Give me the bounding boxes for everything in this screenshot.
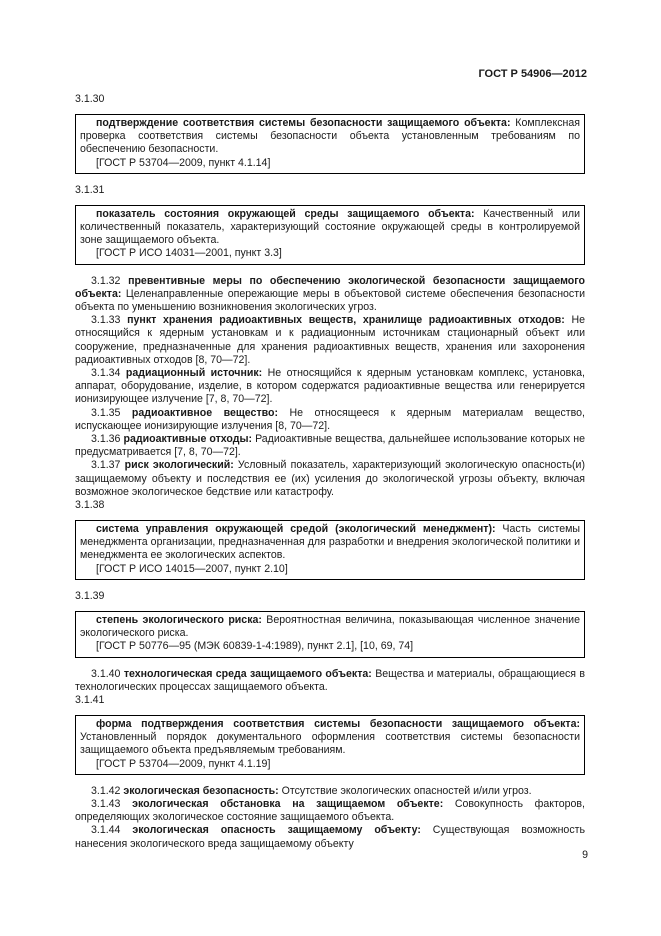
term: экологическая обстановка на защищаемом объекте: bbox=[132, 797, 444, 810]
clause-number: 3.1.41 bbox=[75, 693, 105, 706]
term: экологическая опасность защищаемому объекту: bbox=[132, 824, 421, 837]
term: показатель состояния окружающей среды защищаемого объекта: bbox=[96, 207, 475, 220]
clause-number: 3.1.31 bbox=[75, 183, 105, 196]
definition: Условный показатель, характеризующий экологическую опасность(и) защищаемому объекту и последствия ее (их) усиления до экологической угрозы объекту, включая возможное экологическое бедствие или катастрофу. bbox=[75, 459, 585, 498]
definition: Отсутствие экологических опасностей и/или угроз. bbox=[278, 784, 532, 797]
definition: Часть системы менеджмента организации, предназначенная для разработки и внедрения экологической политики и менеджмента ее экологических аспектов. bbox=[80, 523, 580, 562]
clause-number: 3.1.42 bbox=[91, 784, 121, 797]
clause-paragraph bbox=[75, 367, 585, 407]
term-definition bbox=[80, 117, 580, 157]
clause-paragraph bbox=[75, 459, 585, 499]
document-header: ГОСТ Р 54906—2012 bbox=[478, 68, 587, 80]
term: система управления окружающей средой (экологический менеджмент): bbox=[96, 523, 496, 536]
term: превентивные меры по обеспечению экологической безопасности защищаемого объекта: bbox=[75, 274, 585, 300]
definition: Не относящийся к ядерным установкам комплекс, установка, аппарат, оборудование, изделие, в котором содержатся радиоактивные вещества или генерируется ионизирующее излучение [7, 8, 70—72]. bbox=[75, 367, 585, 406]
document-content bbox=[75, 93, 585, 851]
definition: Вероятностная величина, показывающая численное значение экологического риска. bbox=[80, 613, 580, 640]
term: технологическая среда защищаемого объекта: bbox=[123, 667, 372, 680]
definition: Целенаправленные опережающие меры в объектовой системе обеспечения безопасности объекта по уменьшению возникновения экологических угроз. bbox=[75, 287, 585, 314]
term-definition bbox=[80, 614, 580, 640]
term: степень экологического риска: bbox=[96, 613, 262, 626]
term: подтверждение соответствия системы безопасности защищаемого объекта: bbox=[96, 117, 511, 129]
clause-number: 3.1.37 bbox=[91, 459, 121, 472]
clause-number: 3.1.34 bbox=[91, 367, 121, 380]
clause-number: 3.1.30 bbox=[75, 93, 105, 105]
definition: Существующая возможность нанесения экологического вреда защищаемому объекту bbox=[75, 824, 585, 850]
source-reference: [ГОСТ Р 53704—2009, пункт 4.1.19] bbox=[96, 757, 271, 770]
source-reference: [ГОСТ Р 53704—2009, пункт 4.1.14] bbox=[96, 156, 271, 169]
term: пункт хранения радиоактивных веществ, хранилище радиоактивных отходов: bbox=[127, 314, 565, 327]
term-box bbox=[75, 205, 585, 265]
clause-number: 3.1.39 bbox=[75, 589, 105, 602]
source-reference: [ГОСТ Р ИСО 14015—2007, пункт 2.10] bbox=[96, 562, 288, 575]
clause-paragraph bbox=[75, 785, 585, 798]
term-definition bbox=[80, 718, 580, 758]
definition: Качественный или количественный показатель, характеризующий состояние окружающей среды в контролируемой зоне защищаемого объекта. bbox=[80, 207, 580, 247]
clause-number: 3.1.38 bbox=[75, 499, 105, 512]
clause-number: 3.1.43 bbox=[91, 797, 121, 810]
term-box bbox=[75, 114, 585, 174]
definition: Установленный порядок документального оформления соответствия системы безопасности защищаемого объекта предъявляемым требованиям. bbox=[80, 731, 580, 757]
source-reference: [ГОСТ Р ИСО 14031—2001, пункт 3.3] bbox=[96, 247, 282, 260]
definition: Радиоактивные вещества, дальнейшее использование которых не предусматривается [7, 8, 70—72]. bbox=[75, 433, 585, 459]
definition: Комплексная проверка соответствия системы безопасности объекта установленным требованиям по обеспечению безопасности. bbox=[80, 117, 580, 156]
clause-number: 3.1.36 bbox=[91, 433, 121, 446]
term: форма подтверждения соответствия системы безопасности защищаемого объекта: bbox=[96, 717, 580, 730]
clause-number: 3.1.44 bbox=[91, 824, 121, 837]
term: экологическая безопасность: bbox=[123, 784, 279, 797]
clause-paragraph bbox=[75, 668, 585, 694]
source-reference: [ГОСТ Р 50776—95 (МЭК 60839-1-4:1989), пункт 2.1], [10, 69, 74] bbox=[96, 640, 414, 653]
clause-paragraph bbox=[75, 433, 585, 459]
clause-paragraph bbox=[75, 798, 585, 824]
clause-number: 3.1.35 bbox=[91, 406, 121, 419]
definition: Вещества и материалы, обращающиеся в технологических процессах защищаемого объекта. bbox=[75, 667, 585, 693]
clause-number: 3.1.33 bbox=[91, 314, 121, 327]
term: радиоактивное вещество: bbox=[131, 406, 279, 419]
clause-paragraph bbox=[75, 824, 585, 850]
term: радиоактивные отходы: bbox=[123, 433, 253, 446]
term-definition bbox=[80, 523, 580, 563]
clause-number: 3.1.40 bbox=[91, 667, 121, 680]
definition: Совокупность факторов, определяющих экологическое состояние защищаемого объекта. bbox=[75, 797, 585, 824]
page-number: 9 bbox=[582, 849, 588, 861]
term-box bbox=[75, 715, 585, 775]
definition: Не относящееся к ядерным материалам вещество, испускающее ионизирующие излучения [8, 70—72]. bbox=[75, 406, 585, 432]
term-box bbox=[75, 611, 585, 658]
clause-paragraph bbox=[75, 407, 585, 433]
term: радиационный источник: bbox=[125, 367, 263, 380]
clause-number: 3.1.32 bbox=[91, 274, 121, 287]
term-definition bbox=[80, 208, 580, 248]
clause-paragraph bbox=[75, 314, 585, 367]
clause-paragraph bbox=[75, 275, 585, 315]
term: риск экологический: bbox=[124, 459, 234, 472]
definition: Не относящийся к ядерным установкам и к радиационным источникам стационарный объект или сооружение, предназначенные для хранения радиоактивных веществ, хранения или захоронения радиоактивных отходов [8, 70—72]. bbox=[75, 314, 585, 366]
term-box bbox=[75, 520, 585, 580]
